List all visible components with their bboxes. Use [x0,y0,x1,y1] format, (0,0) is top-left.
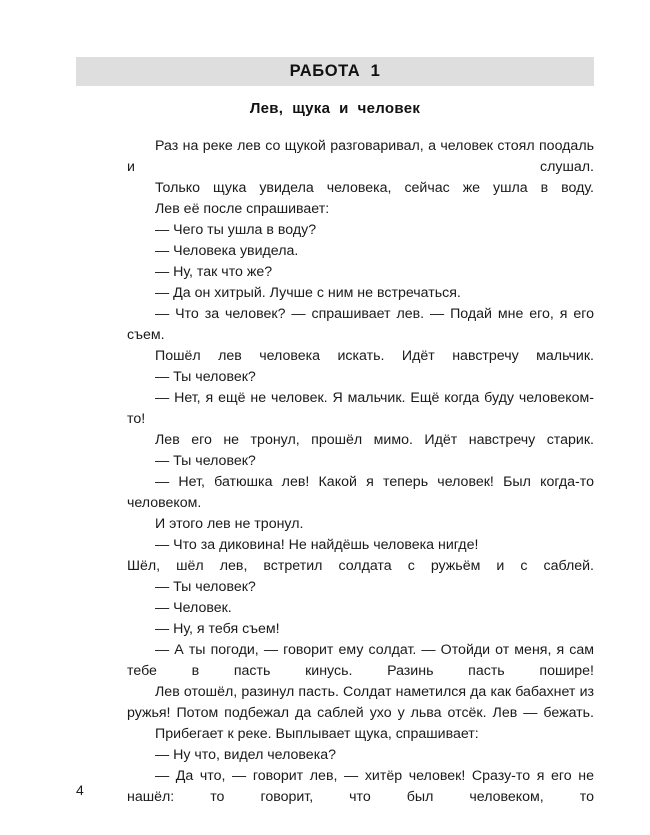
dialogue-line: — Человека увидела. [155,243,299,259]
paragraph: И этого лев не тронул. [155,516,304,532]
dialogue-line: — Человек. [155,600,232,616]
dialogue-line: — Нет, я ещё не человек. Я мальчик. Ещё когда буду человеком-то! [127,390,594,427]
paragraph: Только щука увидела человека, сейчас же ушла в воду. [155,180,594,196]
dialogue-line: — Да что, — говорит лев, — хитёр человек! Сразу-то я его не нашёл: то говорит, что был человеком, то [127,768,594,805]
paragraph: Прибегает к реке. Выплывает щука, спрашивает: [155,726,479,742]
story-body [127,136,594,808]
dialogue-line: — Ну, я тебя съем! [155,621,280,637]
work-header-label: РАБОТА 1 [289,62,381,80]
dialogue-line: — Нет, батюшка лев! Какой я теперь человек! Был когда-то человеком. [127,474,594,511]
dialogue-line: — Ты человек? [155,369,256,385]
dialogue-line: — Что за человек? — спрашивает лев. — Подай мне его, я его съем. [127,306,594,343]
story-title: Лев, щука и человек [249,100,421,117]
dialogue-line: — Ну что, видел человека? [155,747,337,763]
work-header-band [76,57,594,86]
dialogue-line: — Да он хитрый. Лучше с ним не встречаться. [155,285,461,301]
paragraph: Лев его не тронул, прошёл мимо. Идёт навстречу старик. [155,432,594,448]
dialogue-line: — Чего ты ушла в воду? [155,222,317,238]
dialogue-line: — Что за диковина! Не найдёшь человека нигде! [155,537,479,553]
dialogue-line: — Ты человек? [155,453,256,469]
paragraph: Пошёл лев человека искать. Идёт навстречу мальчик. [155,348,594,364]
dialogue-line: — Ну, так что же? [155,264,273,280]
dialogue-line: — А ты погоди, — говорит ему солдат. — Отойди от меня, я сам тебе в пасть кинусь. Разинь пасть пошире! [127,642,594,679]
paragraph: Лев её после спрашивает: [155,201,330,217]
paragraph: Раз на реке лев со щукой разговаривал, а человек стоял поодаль и слушал. [127,138,594,175]
paragraph: Шёл, шёл лев, встретил солдата с ружьём и с саблей. [127,558,594,574]
dialogue-line: — Ты человек? [155,579,256,595]
page-number: 4 [76,782,84,798]
paragraph: Лев отошёл, разинул пасть. Солдат наметился да как бабахнет из ружья! Потом подбежал да саблей ухо у льва отсёк. Лев — бежать. [127,684,594,721]
